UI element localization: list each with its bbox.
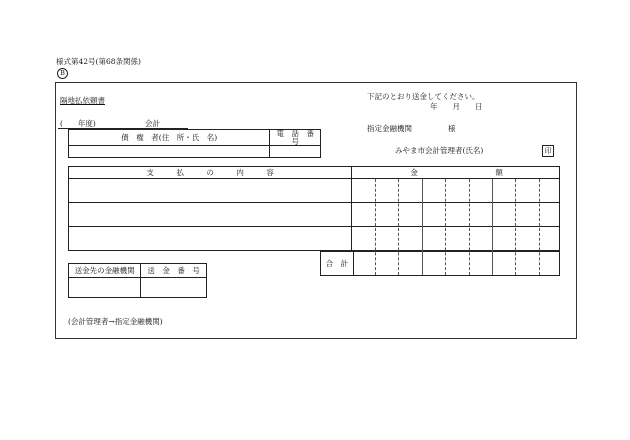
account-label: 会計 xyxy=(145,119,160,128)
payment-row-2-amount[interactable] xyxy=(352,203,560,227)
remittance-table xyxy=(68,263,207,298)
payment-row-1-amount[interactable] xyxy=(352,179,560,203)
payment-row-3-content[interactable] xyxy=(69,227,352,251)
payment-row-1-content[interactable] xyxy=(69,179,352,203)
total-table xyxy=(320,251,560,276)
circled-b-mark: B xyxy=(57,68,68,79)
payment-row-2-content[interactable] xyxy=(69,203,352,227)
digit-divider xyxy=(422,179,423,275)
honorific: 様 xyxy=(448,124,456,133)
total-amount-cell[interactable] xyxy=(353,252,559,276)
amount-header-char-2: 額 xyxy=(495,168,503,177)
phone-cell[interactable] xyxy=(270,146,321,158)
digit-divider xyxy=(375,179,376,275)
instruction-text: 下記のとおり送金してください。 xyxy=(367,92,480,101)
amount-header xyxy=(352,167,560,179)
digit-divider xyxy=(492,179,493,275)
payment-row-3-amount[interactable] xyxy=(352,227,560,251)
creditor-table xyxy=(68,129,321,158)
form-number: 様式第42号(第68条関係) xyxy=(56,57,141,66)
digit-divider xyxy=(445,179,446,275)
remit-bank-header: 送金先の金融機関 xyxy=(69,264,141,278)
fiscal-year: ( 年度) xyxy=(60,119,96,128)
digit-divider xyxy=(539,179,540,275)
payment-table xyxy=(68,166,560,251)
footer-note: (会計管理者→指定金融機関) xyxy=(68,317,163,326)
seal-mark: 印 xyxy=(542,145,554,157)
payment-content-header: 支 払 の 内 容 xyxy=(69,167,352,179)
treasurer-label: みやま市会計管理者(氏名) xyxy=(395,146,484,155)
phone-header: 電 話 番 号 xyxy=(270,130,321,146)
remit-number-header: 送 金 番 号 xyxy=(141,264,207,278)
creditor-cell[interactable] xyxy=(69,146,270,158)
designated-bank-label: 指定金融機関 xyxy=(367,124,412,133)
total-label: 合 計 xyxy=(321,252,354,276)
digit-divider xyxy=(398,179,399,275)
remit-bank-cell[interactable] xyxy=(69,278,141,298)
digit-divider xyxy=(469,179,470,275)
date-line: 年 月 日 xyxy=(430,102,483,111)
amount-header-char-1: 金 xyxy=(410,168,418,177)
creditor-header: 債 権 者(住 所・氏 名) xyxy=(69,130,270,146)
remit-number-cell[interactable] xyxy=(141,278,207,298)
form-title: 隔地払依頼書 xyxy=(60,96,105,105)
digit-divider xyxy=(515,179,516,275)
